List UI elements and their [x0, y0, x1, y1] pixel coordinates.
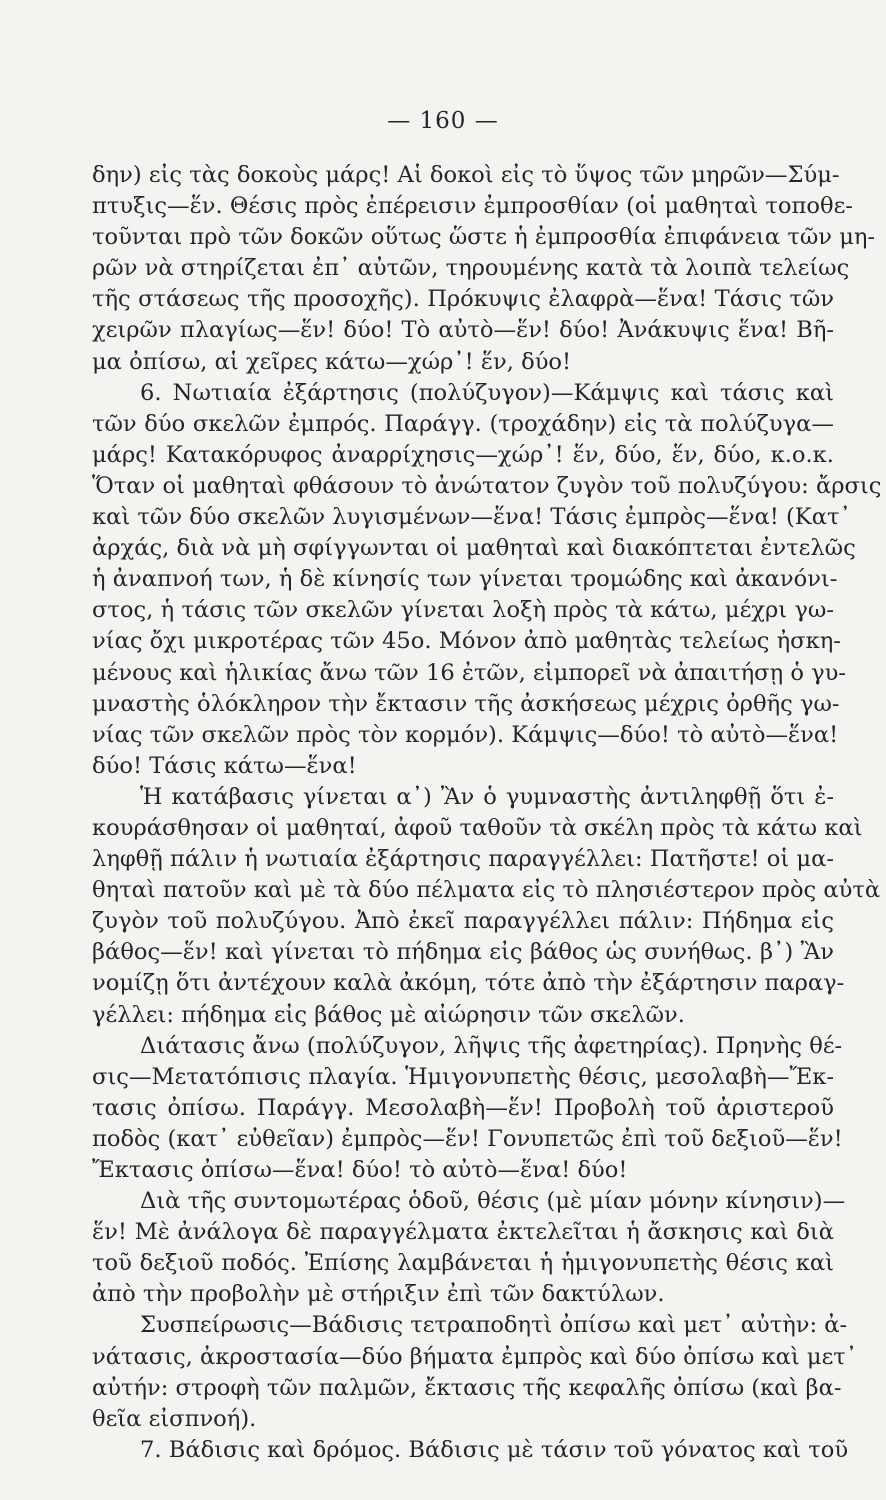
- text-line: θεῖα εἰσπνοή).: [92, 1405, 257, 1432]
- text-line: ἀρχάς, διὰ νὰ μὴ σφίγγωνται οἱ μαθηταὶ καὶ διακόπτεται ἐντελῶς: [92, 535, 856, 562]
- text-line: Διὰ τῆς συντομωτέρας ὁδοῦ, θέσις (μὲ μίαν μόνην κίνησιν)—: [140, 1188, 846, 1215]
- text-line: τοῦνται πρὸ τῶν δοκῶν οὕτως ὥστε ἡ ἐμπροσθία ἐπιφάνεια τῶν μη-: [92, 224, 876, 251]
- text-line: καὶ τῶν δύο σκελῶν λυγισμένων—ἕνα! Τάσις ἐμπρὸς—ἕνα! (Κατ᾽: [92, 504, 851, 531]
- text-line: αὐτήν: στροφὴ τῶν παλμῶν, ἔκτασις τῆς κεφαλῆς ὀπίσω (καὶ βα-: [92, 1374, 842, 1401]
- text-line: χειρῶν πλαγίως—ἕν! δύο! Τὸ αὐτὸ—ἕν! δύο! Ἀνάκυψις ἕνα! Βῆ-: [92, 317, 834, 344]
- text-line: Διάτασις ἄνω (πολύζυγον, λῆψις τῆς ἀφετηρίας). Πρηνὴς θέ-: [140, 1032, 843, 1059]
- text-line: βάθος—ἕν! καὶ γίνεται τὸ πήδημα εἰς βάθος ὡς συνήθως. β᾽) Ἂν: [92, 939, 834, 966]
- text-line: ζυγὸν τοῦ πολυζύγου. Ἀπὸ ἐκεῖ παραγγέλλει πάλιν: Πήδημα εἰς: [92, 908, 834, 935]
- text-line: τῶν δύο σκελῶν ἐμπρός. Παράγγ. (τροχάδην) εἰς τὰ πολύζυγα—: [92, 410, 834, 437]
- text-line: 6. Νωτιαία ἐξάρτησις (πολύζυγον)—Κάμψις καὶ τάσις καὶ: [140, 379, 834, 406]
- text-line: τοῦ δεξιοῦ ποδός. Ἐπίσης λαμβάνεται ἡ ἡμιγονυπετὴς θέσις καὶ: [92, 1250, 834, 1277]
- text-line: Ἔκτασις ὀπίσω—ἕνα! δύο! τὸ αὐτὸ—ἕνα! δύο!: [92, 1157, 628, 1183]
- text-line: δύο! Τάσις κάτω—ἕνα!: [92, 752, 357, 779]
- text-line: ποδὸς (κατ᾽ εὐθεῖαν) ἐμπρὸς—ἕν! Γονυπετῶς ἐπὶ τοῦ δεξιοῦ—ἕν!: [92, 1125, 843, 1152]
- text-line: σις—Μετατόπισις πλαγία. Ἡμιγονυπετὴς θέσις, μεσολαβὴ—Ἔκ-: [92, 1063, 834, 1090]
- text-line: Ἡ κατάβασις γίνεται α᾽) Ἂν ὁ γυμναστὴς ἀντιληφθῇ ὅτι ἐ-: [140, 783, 834, 810]
- text-line: νομίζῃ ὅτι ἀντέχουν καλὰ ἀκόμη, τότε ἀπὸ τὴν ἐξάρτησιν παραγ-: [92, 970, 845, 997]
- text-line: τῆς στάσεως τῆς προσοχῆς). Πρόκυψις ἐλαφρὰ—ἕνα! Τάσις τῶν: [92, 286, 834, 313]
- text-line: δην) εἰς τὰς δοκοὺς μάρς! Αἱ δοκοὶ εἰς τὸ ὕψος τῶν μηρῶν—Σύμ-: [92, 162, 840, 188]
- text-line: μα ὀπίσω, αἱ χεῖρες κάτω—χώρ᾽! ἕν, δύο!: [92, 348, 572, 375]
- page-number: — 160 —: [387, 108, 499, 134]
- text-line: ἀπὸ τὴν προβολὴν μὲ στήριξιν ἐπὶ τῶν δακτύλων.: [92, 1281, 665, 1308]
- text-line: τασις ὀπίσω. Παράγγ. Μεσολαβὴ—ἕν! Προβολὴ τοῦ ἀριστεροῦ: [92, 1094, 834, 1121]
- text-line: νίας ὄχι μικροτέρας τῶν 45ο. Μόνον ἀπὸ μαθητὰς τελείως ἠσκη-: [92, 628, 841, 655]
- text-line: κουράσθησαν οἱ μαθηταί, ἀφοῦ ταθοῦν τὰ σκέλη πρὸς τὰ κάτω καὶ: [92, 814, 863, 841]
- text-line: Ὅταν οἱ μαθηταὶ φθάσουν τὸ ἀνώτατον ζυγὸν τοῦ πολυζύγου: ἄρσις: [92, 472, 882, 499]
- text-line: 7. Βάδισις καὶ δρόμος. Βάδισις μὲ τάσιν τοῦ γόνατος καὶ τοῦ: [140, 1436, 849, 1463]
- text-line: ἡ ἀναπνοή των, ἡ δὲ κίνησίς των γίνεται τρομώδης καὶ ἀκανόνι-: [92, 566, 838, 593]
- text-line: μναστὴς ὁλόκληρον τὴν ἔκτασιν τῆς ἀσκήσεως μέχρις ὀρθῆς γω-: [92, 690, 840, 717]
- text-line: γέλλει: πήδημα εἰς βάθος μὲ αἰώρησιν τῶν σκελῶν.: [92, 1001, 685, 1028]
- text-line: ρῶν νὰ στηρίζεται ἐπ᾽ αὐτῶν, τηρουμένης κατὰ τὰ λοιπὰ τελείως: [92, 255, 850, 282]
- text-line: Συσπείρωσις—Βάδισις τετραποδητὶ ὀπίσω καὶ μετ᾽ αὐτὴν: ἀ-: [140, 1312, 848, 1339]
- text-line: ἕν! Μὲ ἀνάλογα δὲ παραγγέλματα ἐκτελεῖται ἡ ἄσκησις καὶ διὰ: [92, 1219, 834, 1246]
- text-line: ληφθῇ πάλιν ἡ νωτιαία ἐξάρτησις παραγγέλλει: Πατῆστε! οἱ μα-: [92, 846, 834, 873]
- text-line: νάτασις, ἀκροστασία—δύο βήματα ἐμπρὸς καὶ δύο ὀπίσω καὶ μετ᾽: [92, 1343, 858, 1370]
- text-line: θηταὶ πατοῦν καὶ μὲ τὰ δύο πέλματα εἰς τὸ πλησιέστερον πρὸς αὐτὰ: [92, 877, 881, 904]
- text-line: πτυξις—ἕν. Θέσις πρὸς ἐπέρεισιν ἐμπροσθίαν (οἱ μαθηταὶ τοποθε-: [92, 193, 853, 220]
- text-line: μένους καὶ ἡλικίας ἄνω τῶν 16 ἐτῶν, εἰμπορεῖ νὰ ἀπαιτήσῃ ὁ γυ-: [92, 659, 846, 686]
- text-line: στος, ἡ τάσις τῶν σκελῶν γίνεται λοξὴ πρὸς τὰ κάτω, μέχρι γω-: [92, 597, 834, 624]
- text-line: μάρς! Κατακόρυφος ἀναρρίχησις—χώρ᾽! ἕν, δύο, ἕν, δύο, κ.ο.κ.: [92, 441, 834, 468]
- text-line: νίας τῶν σκελῶν πρὸς τὸν κορμόν). Κάμψις—δύο! τὸ αὐτὸ—ἕνα!: [92, 721, 839, 748]
- body-text: [92, 160, 882, 1466]
